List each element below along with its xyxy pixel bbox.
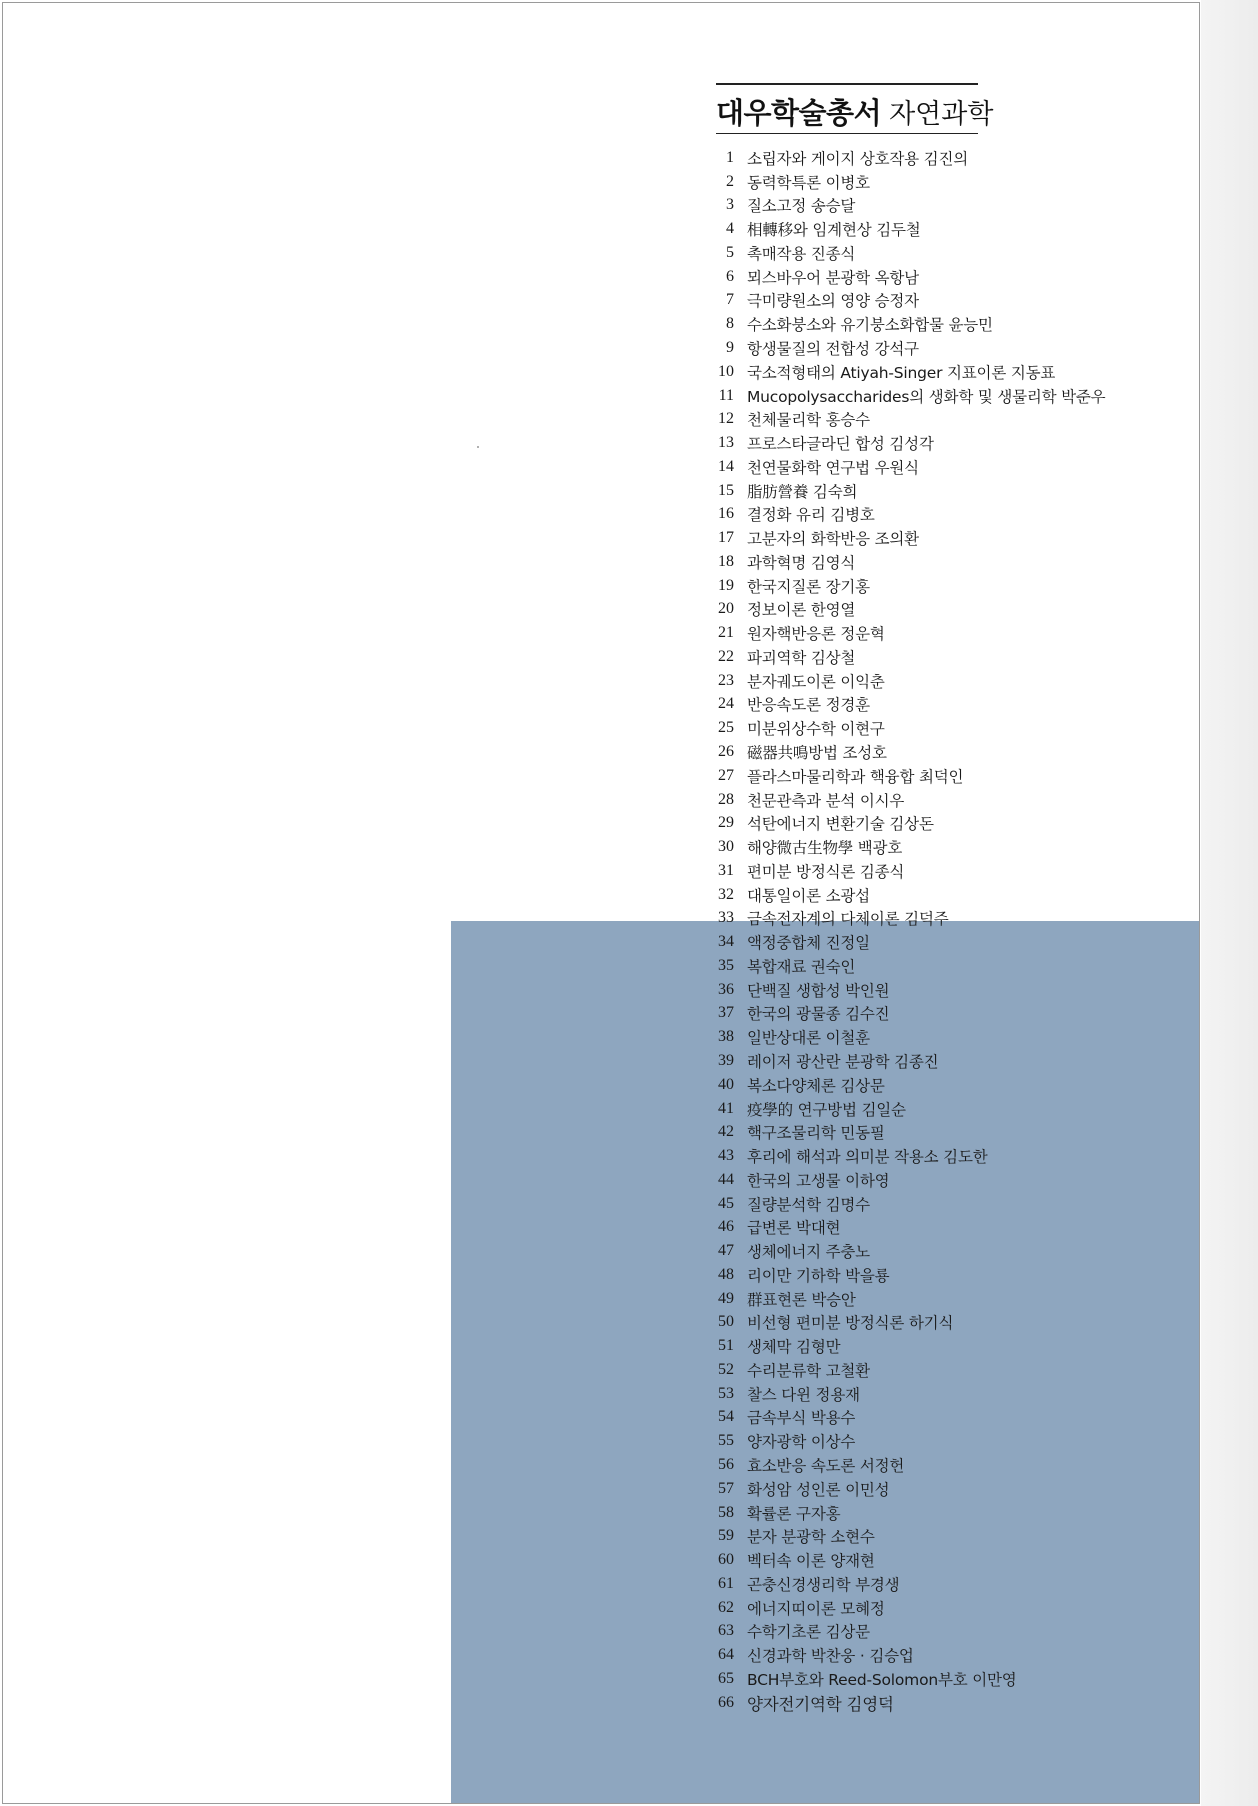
list-item	[703, 1572, 1105, 1596]
book-entry: 정보이론 한영열	[747, 601, 856, 620]
book-entry: 항생물질의 전합성 강석구	[747, 340, 919, 358]
book-number: 61	[718, 1574, 734, 1592]
book-entry: 한국의 고생물 이하영	[747, 1171, 890, 1190]
book-number: 29	[718, 814, 734, 832]
list-item	[703, 1120, 1105, 1144]
book-entry: 찰스 다윈 정용재	[747, 1385, 860, 1404]
list-item	[703, 1548, 1105, 1572]
book-entry: 분자 분광학 소현수	[747, 1528, 875, 1547]
book-number: 18	[718, 552, 734, 570]
book-entry: 파괴역학 김상철	[747, 648, 856, 667]
book-entry: 비선형 편미분 방정식론 하기식	[747, 1314, 954, 1333]
list-item	[703, 170, 1105, 194]
book-entry: BCH부호와 Reed-Solomon부호 이만영	[747, 1670, 1017, 1689]
book-number: 20	[718, 600, 734, 618]
book-number: 55	[718, 1432, 734, 1450]
book-entry: 동력학특론 이병호	[747, 173, 870, 192]
book-number: 36	[718, 980, 734, 998]
book-number: 45	[718, 1194, 734, 1212]
list-item	[703, 1406, 1105, 1430]
book-number: 59	[718, 1527, 734, 1545]
list-item	[703, 693, 1105, 717]
book-number: 14	[718, 457, 734, 475]
series-subtitle: 자연과학	[889, 99, 994, 130]
book-number: 4	[726, 220, 734, 238]
book-entry: 핵구조물리학 민동필	[747, 1124, 885, 1143]
list-item	[703, 930, 1105, 954]
book-entry: 촉매작용 진종식	[747, 244, 856, 263]
book-list	[703, 146, 1105, 1715]
book-entry: 단백질 생합성 박인원	[747, 981, 890, 1000]
book-number: 3	[726, 196, 734, 214]
list-item	[703, 455, 1105, 479]
list-item	[703, 1192, 1105, 1216]
list-item	[703, 550, 1105, 574]
book-number: 11	[718, 386, 734, 404]
book-number: 1	[726, 148, 734, 166]
book-number: 23	[718, 671, 734, 689]
book-number: 37	[718, 1004, 734, 1022]
list-item	[703, 669, 1105, 693]
book-entry: 분자궤도이론 이익춘	[747, 672, 885, 691]
list-item	[703, 1453, 1105, 1477]
list-item	[703, 835, 1105, 859]
speck	[477, 446, 479, 448]
book-entry: 생체막 김형만	[747, 1338, 841, 1357]
book-entry: 에너지띠이론 모혜정	[747, 1599, 885, 1618]
book-number: 46	[718, 1218, 734, 1236]
list-item	[703, 907, 1105, 931]
list-item	[703, 479, 1105, 503]
list-item	[703, 1667, 1105, 1691]
list-item	[703, 1382, 1105, 1406]
list-item	[703, 289, 1105, 313]
book-entry: 신경과학 박찬웅 · 김승업	[747, 1647, 914, 1666]
book-number: 28	[718, 790, 734, 808]
book-number: 16	[718, 505, 734, 523]
list-item	[703, 1691, 1105, 1715]
list-item	[703, 764, 1105, 788]
header-rule-bottom	[716, 133, 978, 134]
book-entry: 화성암 성인론 이민성	[747, 1480, 890, 1499]
list-item	[703, 146, 1105, 170]
book-number: 58	[718, 1503, 734, 1521]
list-item	[703, 407, 1105, 431]
book-number: 34	[718, 933, 734, 951]
book-number: 49	[718, 1289, 734, 1307]
list-item	[703, 526, 1105, 550]
book-entry: 수소화붕소와 유기붕소화합물 윤능민	[747, 316, 993, 335]
book-number: 33	[718, 909, 734, 927]
list-item	[703, 740, 1105, 764]
list-item	[703, 1524, 1105, 1548]
book-number: 26	[718, 743, 734, 761]
book-number: 57	[718, 1479, 734, 1497]
book-entry: 질량분석학 김명수	[747, 1195, 870, 1214]
list-item	[703, 241, 1105, 265]
book-number: 50	[718, 1313, 734, 1331]
book-entry: 반응속도론 정경훈	[747, 696, 870, 715]
book-entry: 천체물리학 홍승수	[747, 411, 870, 430]
list-item	[703, 1619, 1105, 1643]
book-entry: 후리에 해석과 의미분 작용소 김도한	[747, 1148, 988, 1167]
book-number: 19	[718, 576, 734, 594]
book-entry: 벡터속 이론 양재현	[747, 1552, 875, 1571]
book-number: 48	[718, 1265, 734, 1283]
book-number: 54	[718, 1408, 734, 1426]
book-number: 41	[718, 1099, 734, 1117]
book-number: 32	[718, 885, 734, 903]
book-number: 21	[718, 624, 734, 642]
list-item	[703, 431, 1105, 455]
book-number: 62	[718, 1598, 734, 1616]
book-number: 31	[718, 861, 734, 879]
book-entry: 群표현론 박승안	[747, 1290, 856, 1309]
book-entry: 레이저 광산란 분광학 김종진	[747, 1052, 939, 1071]
book-entry: 액정중합체 진정일	[747, 934, 870, 953]
book-entry: 相轉移와 임계현상 김두철	[747, 221, 921, 240]
book-entry: 일반상대론 이철훈	[747, 1029, 870, 1048]
book-number: 51	[718, 1337, 734, 1355]
list-item	[703, 574, 1105, 598]
book-entry: 편미분 방정식론 김종식	[747, 862, 905, 881]
book-number: 53	[718, 1384, 734, 1402]
book-number: 40	[718, 1075, 734, 1093]
book-entry: 질소고정 송승달	[747, 197, 856, 216]
book-number: 66	[718, 1693, 734, 1711]
book-number: 44	[718, 1170, 734, 1188]
list-item	[703, 1002, 1105, 1026]
book-entry: 해양微古生物學 백광호	[747, 839, 903, 858]
book-entry: 석탄에너지 변환기술 김상돈	[747, 815, 934, 834]
book-entry: 효소반응 속도론 서정헌	[747, 1456, 905, 1475]
book-entry: 금속전자계의 다체이론 김덕주	[747, 910, 949, 929]
list-item	[703, 1596, 1105, 1620]
book-number: 35	[718, 956, 734, 974]
book-entry: 수학기초론 김상문	[747, 1623, 870, 1642]
book-entry: 천문관측과 분석 이시우	[747, 791, 905, 810]
book-entry: 양자전기역학 김영덕	[747, 1694, 894, 1714]
list-item	[703, 1334, 1105, 1358]
book-entry: 급변론 박대현	[747, 1219, 841, 1238]
book-number: 13	[718, 434, 734, 452]
book-number: 30	[718, 838, 734, 856]
book-entry: 뫼스바우어 분광학 옥항남	[747, 268, 919, 287]
list-item	[703, 811, 1105, 835]
book-number: 43	[718, 1147, 734, 1165]
book-number: 24	[718, 695, 734, 713]
list-item	[703, 1287, 1105, 1311]
list-item	[703, 788, 1105, 812]
list-item	[703, 954, 1105, 978]
book-number: 39	[718, 1051, 734, 1069]
book-number: 42	[718, 1123, 734, 1141]
book-number: 22	[718, 647, 734, 665]
book-entry: 한국지질론 장기홍	[747, 577, 870, 596]
book-entry: 생체에너지 주충노	[747, 1243, 870, 1262]
book-number: 47	[718, 1242, 734, 1260]
book-entry: 양자광학 이상수	[747, 1433, 856, 1452]
list-item	[703, 1311, 1105, 1335]
book-number: 65	[718, 1669, 734, 1687]
book-entry: 수리분류학 고철환	[747, 1361, 870, 1380]
list-item	[703, 1049, 1105, 1073]
book-number: 52	[718, 1360, 734, 1378]
list-item	[703, 360, 1105, 384]
book-entry: 국소적형태의 Atiyah-Singer 지표이론 지동표	[747, 363, 1056, 382]
book-entry: 곤충신경생리학 부경생	[747, 1575, 900, 1594]
book-entry: 천연물화학 연구법 우원식	[747, 458, 919, 477]
header-rule-top	[716, 83, 978, 85]
book-entry: 금속부식 박용수	[747, 1409, 856, 1428]
book-entry: 한국의 광물종 김수진	[747, 1005, 890, 1024]
book-number: 25	[718, 719, 734, 737]
book-number: 5	[726, 243, 734, 261]
list-item	[703, 1358, 1105, 1382]
book-entry: 원자핵반응론 정운혁	[747, 625, 885, 644]
list-item	[703, 1025, 1105, 1049]
book-number: 10	[718, 362, 734, 380]
book-entry: 磁器共鳴방법 조성호	[747, 744, 887, 763]
book-number: 2	[726, 172, 734, 190]
list-item	[703, 1215, 1105, 1239]
list-item	[703, 1168, 1105, 1192]
list-item	[703, 217, 1105, 241]
list-item	[703, 502, 1105, 526]
list-item	[703, 1429, 1105, 1453]
list-item	[703, 336, 1105, 360]
book-entry: 대통일이론 소광섭	[747, 886, 870, 905]
book-entry: 프로스타글라딘 합성 김성각	[747, 435, 934, 454]
series-title: 대우학술총서	[716, 96, 882, 130]
list-item	[703, 716, 1105, 740]
book-entry: 疫學的 연구방법 김일순	[747, 1100, 906, 1119]
list-item	[703, 598, 1105, 622]
list-item	[703, 194, 1105, 218]
list-item	[703, 1073, 1105, 1097]
list-item	[703, 1477, 1105, 1501]
viewer-gutter	[1201, 0, 1258, 1806]
list-item	[703, 1239, 1105, 1263]
book-number: 64	[718, 1646, 734, 1664]
book-number: 60	[718, 1551, 734, 1569]
list-item	[703, 1501, 1105, 1525]
book-entry: 고분자의 화학반응 조의환	[747, 530, 919, 549]
book-entry: 미분위상수학 이현구	[747, 720, 885, 739]
book-number: 38	[718, 1028, 734, 1046]
book-number: 56	[718, 1455, 734, 1473]
book-number: 6	[726, 267, 734, 285]
list-item	[703, 621, 1105, 645]
list-item	[703, 1144, 1105, 1168]
book-entry: 리이만 기하학 박을룡	[747, 1266, 890, 1285]
book-number: 63	[718, 1622, 734, 1640]
book-entry: 확률론 구자홍	[747, 1504, 841, 1523]
book-page	[2, 2, 1200, 1804]
book-entry: 결정화 유리 김병호	[747, 506, 875, 525]
list-item	[703, 883, 1105, 907]
list-item	[703, 859, 1105, 883]
list-item	[703, 1263, 1105, 1287]
book-entry: 소립자와 게이지 상호작용 김진의	[747, 149, 969, 168]
book-entry: 복합재료 권숙인	[747, 957, 856, 976]
book-number: 27	[718, 766, 734, 784]
book-number: 8	[726, 315, 734, 333]
book-entry: 복소다양체론 김상문	[747, 1076, 885, 1095]
book-entry: 플라스마물리학과 핵융합 최덕인	[747, 767, 964, 786]
list-item	[703, 265, 1105, 289]
list-item	[703, 312, 1105, 336]
book-number: 7	[726, 291, 734, 309]
book-entry: 과학혁명 김영식	[747, 553, 856, 572]
book-entry: 脂肪營養 김숙희	[747, 482, 858, 501]
book-number: 12	[718, 410, 734, 428]
list-item	[703, 645, 1105, 669]
list-item	[703, 1097, 1105, 1121]
series-heading	[716, 93, 993, 138]
book-number: 17	[718, 529, 734, 547]
list-item	[703, 384, 1105, 408]
list-item	[703, 978, 1105, 1002]
book-entry: Mucopolysaccharides의 생화학 및 생물리학 박준우	[747, 387, 1106, 406]
book-number: 9	[726, 339, 734, 356]
list-item	[703, 1643, 1105, 1667]
book-entry: 극미량원소의 영양 승정자	[747, 292, 919, 311]
book-number: 15	[718, 481, 734, 499]
